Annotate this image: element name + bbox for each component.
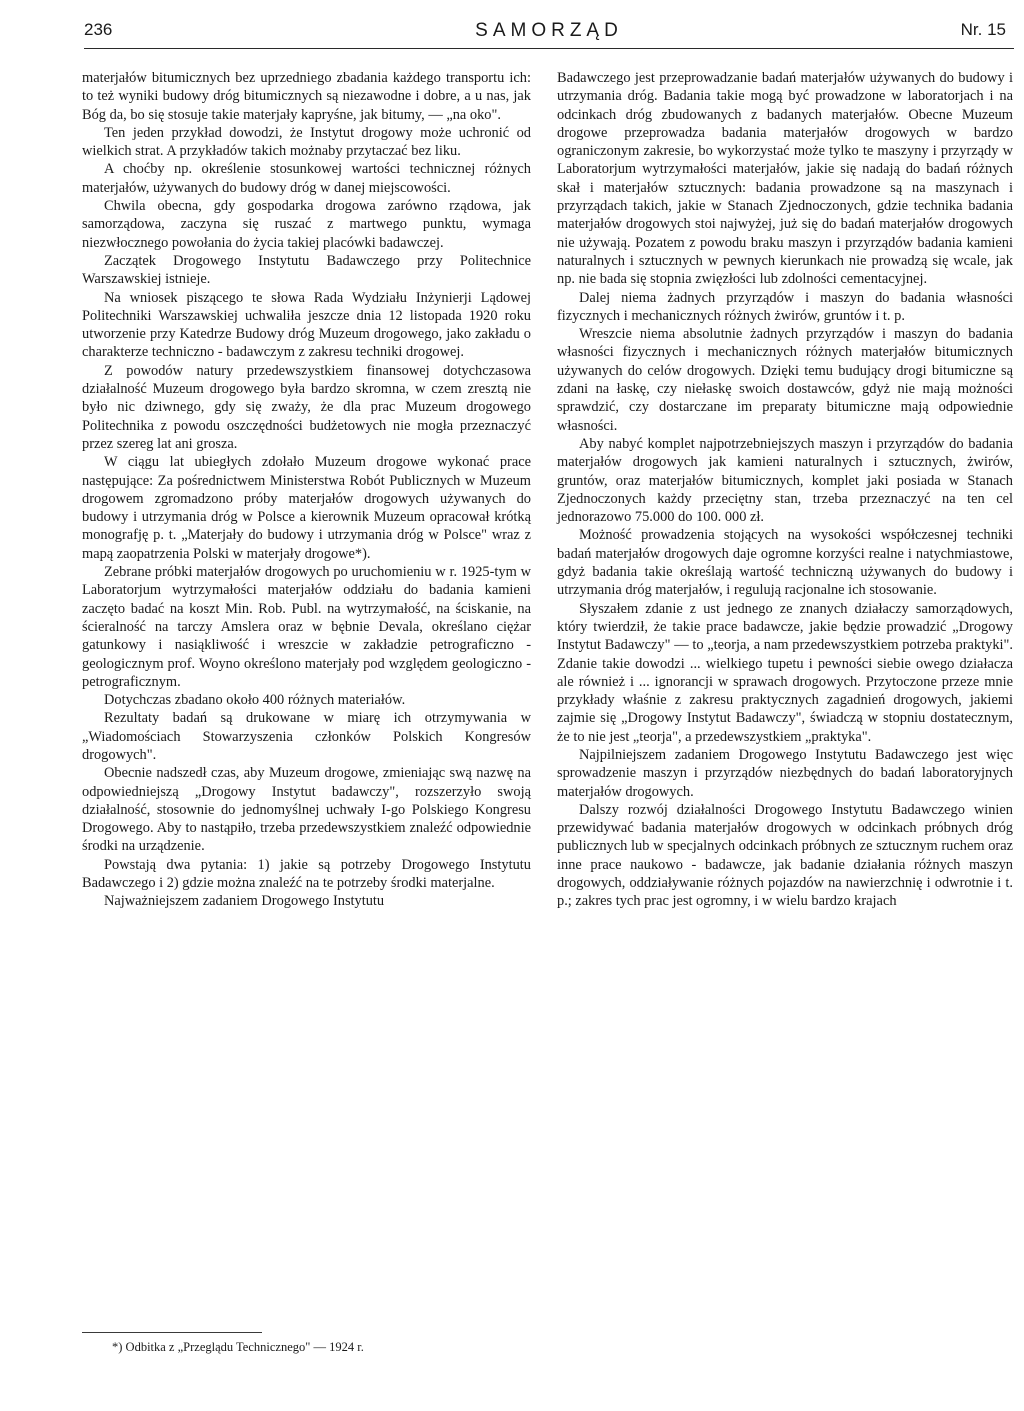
paragraph: Ten jeden przykład dowodzi, że Instytut drogowy może uchronić od wielkich strat. A przykładów takich możnaby przytaczać bez liku. — [82, 124, 531, 160]
paragraph: Badawczego jest przeprowadzanie badań materjałów używanych do budowy i utrzymania dróg. Badania takie mogą być prowadzone w laboratorjach i na odcinkach dróg zbudowanych z badanych materjałów. Obecne Muzeum drogowe przeprowadza badania materjałów drogowych w bardzo ograniczonym zakresie, bo wykorzystać może tylko te maszyny i przyrządy w Laboratorjum wytrzymałości materjałów, jakie się nadają do badań różnych skał i materjałów sztucznych: badania prowadzone są na maszynach i przyrządach takich, jakie w Stanach Zjednoczonych, gdzie technika badania materjałów drogowych stoi najwyżej, już się do badań materjałów drogowych nie używają. Pozatem z powodu braku maszyn i przyrządów badania kamieni naturalnych i sztucznych w pewnych kierunkach nie prowadzą się wcale, jak np. nie bada się stopnia zwięzłości lub zdolności cementacyjnej. — [557, 70, 1013, 288]
paragraph: Dalszy rozwój działalności Drogowego Instytutu Badawczego winien przewidywać badania materjałów drogowych w odcinkach próbnych dróg publicznych lub w specjalnych odcinkach próbnych ze sztucznym ruchem oraz inne prace naukowo - badawcze, jak badanie działania różnych maszyn drogowych, oddziaływanie różnych pojazdów na nawierzchnię i odwrotnie i t. p.; zakres tych prac jest ogromny, i w wielu bardzo krajach — [557, 801, 1013, 910]
footnote: *) Odbitka z „Przeglądu Technicznego" — 1924 r. — [112, 1340, 364, 1354]
issue-number: Nr. 15 — [960, 20, 1006, 39]
right-column — [557, 69, 1013, 911]
paragraph: Rezultaty badań są drukowane w miarę ich otrzymywania w „Wiadomościach Stowarzyszenia członków Polskich Kongresów drogowych". — [82, 710, 531, 763]
journal-title: SAMORZĄD — [475, 20, 623, 41]
paragraph: Wreszcie niema absolutnie żadnych przyrządów i maszyn do badania własności fizycznych i mechanicznych różnych materjałów bitumicznych używanych do celów drogowych. Dzięki temu budujący drogi bitumiczne są zdani na łaskę, czy niełaskę swoich dostawców, gdyż nie mają możności sprawdzić, czy dostarczane im preparaty bitumiczne mają odpowiednie własności. — [557, 326, 1013, 434]
paragraph: Możność prowadzenia stojących na wysokości współczesnej techniki badań materjałów drogowych daje ogromne korzyści realne i natychmiastowe, gdyż badania takie określają wartość techniczną używanych do budowy i utrzymania dróg materjałów, i regulują racjonalne ich stosowanie. — [557, 527, 1013, 599]
paragraph: Obecnie nadszedł czas, aby Muzeum drogowe, zmieniając swą nazwę na odpowiedniejszą „Drogowy Instytut badawczy", rozszerzyło swoją działalność, stosownie do jednomyślnej uchwały I-go Polskiego Kongresu Drogowego. Aby to nastąpiło, trzeba przedewszystkiem znaleźć odpowiednie środki na urządzenie. — [82, 765, 531, 855]
paragraph: A choćby np. określenie stosunkowej wartości technicznej różnych materjałów, używanych do budowy dróg w danej miejscowości. — [82, 161, 531, 196]
page-number: 236 — [84, 20, 113, 39]
paragraph: Słyszałem zdanie z ust jednego ze znanych działaczy samorządowych, który twierdził, że takie prace badawcze, jakie będzie prowadzić „Drogowy Instytut Badawczy" — to „teorja, a nam przedewszystkiem potrzeba praktyki". Zdanie takie dowodzi ... wielkiego tupetu i pewności siebie owego działacza ale również i ... ignorancji w sprawach drogowych. Przytoczone przeze mnie przykłady właśnie z zakresu praktycznych zagadnień drogowych, jakiemi zajmie się „Drogowy Instytut Badawczy", świadczą w stopniu dostatecznym, że to nie jest „teorja", a przedewszystkiem „praktyka". — [557, 600, 1013, 745]
paragraph: materjałów bitumicznych bez uprzedniego zbadania każdego transportu ich: to też wyniki budowy dróg bitumicznych są niezawodne i dobre, a u nas, jak Bóg da, bo się stosuje takie materjały kapryśne, jak bitumy, — „na oko". — [82, 70, 531, 123]
paragraph: Najpilniejszem zadaniem Drogowego Instytutu Badawczego jest więc sprowadzenie maszyn i przyrządów niezbędnych do badań laboratoryjnych materjałów drogowych. — [557, 746, 1013, 800]
left-column — [82, 69, 531, 911]
paragraph: Z powodów natury przedewszystkiem finansowej dotychczasowa działalność Muzeum drogowego była bardzo skromna, w czem zresztą nie było nic dziwnego, gdy się zważy, że dla prac Muzeum drogowego Politechnika z powodu oszczędności budżetowych nie mogła przeznaczyć przez szereg lat ani grosza. — [82, 362, 531, 452]
paragraph: Dotychczas zbadano około 400 różnych materiałów. — [104, 692, 406, 709]
paragraph: Zebrane próbki materjałów drogowych po uruchomieniu w r. 1925-tym w Laboratorjum wytrzymałości materjałów oddziału do badania kamieni zaczęto badać na koszt Min. Rob. Publ. na wytrzymałość, na ściskanie, na ścieralność na tarczy Amslera oraz w bębnie Devala, określano ciężar gatunkowy i nasiąkliwość i wreszcie w zakładzie petrograficzno - geologicznym prof. Woyno określono materjały pod względem geologiczno - petrograficznym. — [82, 564, 531, 690]
paragraph: Chwila obecna, gdy gospodarka drogowa zarówno rządowa, jak samorządowa, zaczyna się ruszać z martwego punktu, wymaga niezwłocznego powołania do życia takiej placówki badawczej. — [82, 198, 531, 251]
paragraph: Na wniosek piszącego te słowa Rada Wydziału Inżynierji Lądowej Politechniki Warszawskiej uchwaliła jeszcze dnia 12 listopada 1920 roku utworzenie przy Katedrze Budowy dróg Muzeum drogowego, jako zakładu o charakterze techniczno - badawczym z zakresu techniki drogowej. — [82, 289, 531, 361]
paragraph: Najważniejszem zadaniem Drogowego Instytutu — [104, 893, 385, 910]
paragraph: Zaczątek Drogowego Instytutu Badawczego przy Politechnice Warszawskiej istnieje. — [82, 252, 531, 288]
page-header — [84, 18, 1014, 49]
paragraph: Dalej niema żadnych przyrządów i maszyn do badania własności fizycznych i mechanicznych różnych żwirów, gruntów i t. p. — [557, 289, 1013, 324]
footnote-divider — [82, 1332, 262, 1333]
paragraph: W ciągu lat ubiegłych zdołało Muzeum drogowe wykonać prace następujące: Za pośrednictwem Ministerstwa Robót Publicznych w Muzeum drogowem zgromadzono próby materjałów drogowych używanych do budowy i utrzymania dróg w Polsce a kierownik Muzeum opracował krótką monografję p. t. „Materjały do budowy i utrzymania dróg w Polsce" wraz z mapą zaopatrzenia Polski w materjały drogowe*). — [82, 454, 531, 562]
paragraph: Powstają dwa pytania: 1) jakie są potrzeby Drogowego Instytutu Badawczego i 2) gdzie można znaleźć na te potrzeby środki materjalne. — [82, 856, 531, 892]
paragraph: Aby nabyć komplet najpotrzebniejszych maszyn i przyrządów do badania materjałów drogowych jak kamieni naturalnych i sztucznych, żwirów, gruntów, oraz materjałów bitumicznych, komplet jaki posiada w Stanach Zjednoczonych każdy przeciętny stan, trzeba przeznaczyć na ten cel jednorazowo 75.000 do 100. 000 zł. — [557, 435, 1013, 526]
